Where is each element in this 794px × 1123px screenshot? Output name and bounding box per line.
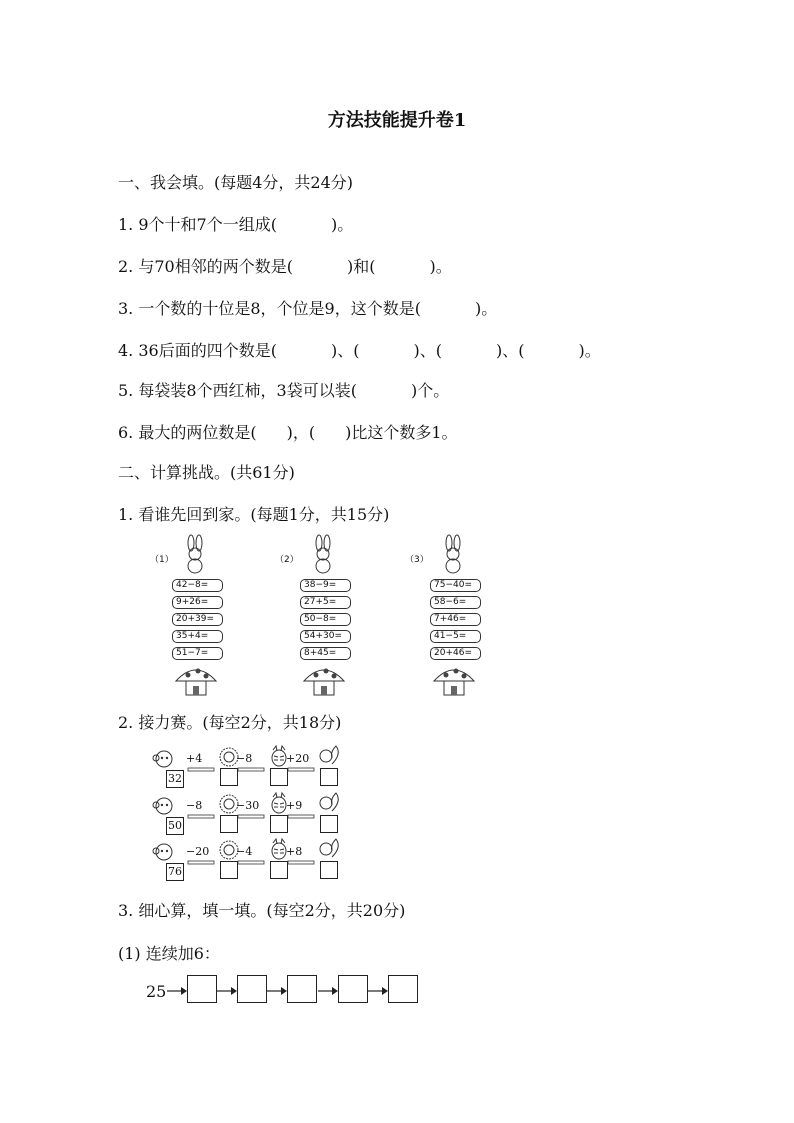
equation-box: 8+45= xyxy=(300,647,351,660)
relay-start-box: 32 xyxy=(166,770,184,788)
chain-answer-box[interactable] xyxy=(388,975,418,1003)
equation-box: 54+30= xyxy=(300,630,351,643)
chain-answer-box[interactable] xyxy=(237,975,267,1003)
monkey-icon xyxy=(152,748,172,770)
chain-answer-box[interactable] xyxy=(287,975,317,1003)
question-2: 2. 与70相邻的两个数是( )和( )。 xyxy=(118,257,452,276)
arrow-right-icon xyxy=(267,986,287,996)
question-4: 4. 36后面的四个数是( )、( )、( )、( )。 xyxy=(118,341,601,360)
equation-box: 42−8= xyxy=(172,579,223,592)
equation-box: 75−40= xyxy=(430,579,481,592)
chain-answer-box[interactable] xyxy=(338,975,368,1003)
relay-answer-box[interactable] xyxy=(320,815,338,833)
relay-baton xyxy=(238,768,264,772)
question-6: 6. 最大的两位数是( )，( )比这个数多1。 xyxy=(118,423,458,442)
relay-baton xyxy=(288,815,314,819)
equation-box: 20+39= xyxy=(172,613,223,626)
mushroom-house-icon xyxy=(174,665,218,697)
page-title: 方法技能提升卷1 xyxy=(327,110,467,131)
relay-start-box: 76 xyxy=(166,863,184,881)
relay-baton xyxy=(288,861,314,865)
equation-box: 7+46= xyxy=(430,613,481,626)
relay-operator: +8 xyxy=(286,845,303,858)
race-group-label: （1） xyxy=(150,555,174,565)
question-5: 5. 每袋装8个西红柿，3袋可以装( )个。 xyxy=(118,381,450,400)
relay-answer-box[interactable] xyxy=(220,815,238,833)
part3-label: 3. 细心算，填一填。(每空2分，共20分) xyxy=(118,901,406,920)
race-group-label: （2） xyxy=(275,555,299,565)
relay-baton xyxy=(238,861,264,865)
race-group-label: （3） xyxy=(405,555,429,565)
relay-answer-box[interactable] xyxy=(270,815,288,833)
relay-baton xyxy=(288,768,314,772)
arrow-right-icon xyxy=(167,986,187,996)
squirrel-icon xyxy=(318,793,340,815)
relay-answer-box[interactable] xyxy=(320,861,338,879)
relay-answer-box[interactable] xyxy=(320,768,338,786)
relay-operator: −30 xyxy=(236,799,260,812)
equation-box: 35+4= xyxy=(172,630,223,643)
relay-answer-box[interactable] xyxy=(220,861,238,879)
question-1: 1. 9个十和7个一组成( )。 xyxy=(118,215,354,234)
relay-answer-box[interactable] xyxy=(270,861,288,879)
equation-box: 58−6= xyxy=(430,596,481,609)
relay-operator: −8 xyxy=(236,752,253,765)
relay-operator: −20 xyxy=(186,845,210,858)
part2-label: 2. 接力赛。(每空2分，共18分) xyxy=(118,713,342,732)
relay-operator: −4 xyxy=(236,845,253,858)
chain-answer-box[interactable] xyxy=(187,975,217,1003)
arrow-right-icon xyxy=(217,986,237,996)
part1-label: 1. 看谁先回到家。(每题1分，共15分) xyxy=(118,505,390,524)
equation-box: 50−8= xyxy=(300,613,351,626)
sub1-label: (1) 连续加6： xyxy=(118,944,220,963)
equation-box: 38−9= xyxy=(300,579,351,592)
rabbit-icon xyxy=(308,536,338,574)
relay-operator: +9 xyxy=(286,799,303,812)
squirrel-icon xyxy=(318,839,340,861)
mushroom-house-icon xyxy=(432,665,476,697)
relay-baton xyxy=(188,815,214,819)
section1-heading: 一、我会填。(每题4分，共24分) xyxy=(118,173,354,192)
equation-box: 20+46= xyxy=(430,647,481,660)
equation-box: 41−5= xyxy=(430,630,481,643)
relay-operator: +20 xyxy=(286,752,310,765)
mushroom-house-icon xyxy=(302,665,346,697)
chain-start: 25 xyxy=(146,982,167,1001)
monkey-icon xyxy=(152,841,172,863)
equation-box: 51−7= xyxy=(172,647,223,660)
relay-start-box: 50 xyxy=(166,817,184,835)
squirrel-icon xyxy=(318,746,340,768)
rabbit-icon xyxy=(180,536,210,574)
section2-heading: 二、计算挑战。(共61分) xyxy=(118,463,295,482)
monkey-icon xyxy=(152,795,172,817)
rabbit-icon xyxy=(438,536,468,574)
relay-baton xyxy=(188,768,214,772)
arrow-right-icon xyxy=(318,986,338,996)
equation-box: 27+5= xyxy=(300,596,351,609)
question-3: 3. 一个数的十位是8，个位是9，这个数是( )。 xyxy=(118,299,498,318)
equation-box: 9+26= xyxy=(172,596,223,609)
relay-operator: −8 xyxy=(186,799,203,812)
relay-baton xyxy=(238,815,264,819)
arrow-right-icon xyxy=(368,986,388,996)
relay-answer-box[interactable] xyxy=(270,768,288,786)
relay-baton xyxy=(188,861,214,865)
relay-answer-box[interactable] xyxy=(220,768,238,786)
relay-operator: +4 xyxy=(186,752,203,765)
